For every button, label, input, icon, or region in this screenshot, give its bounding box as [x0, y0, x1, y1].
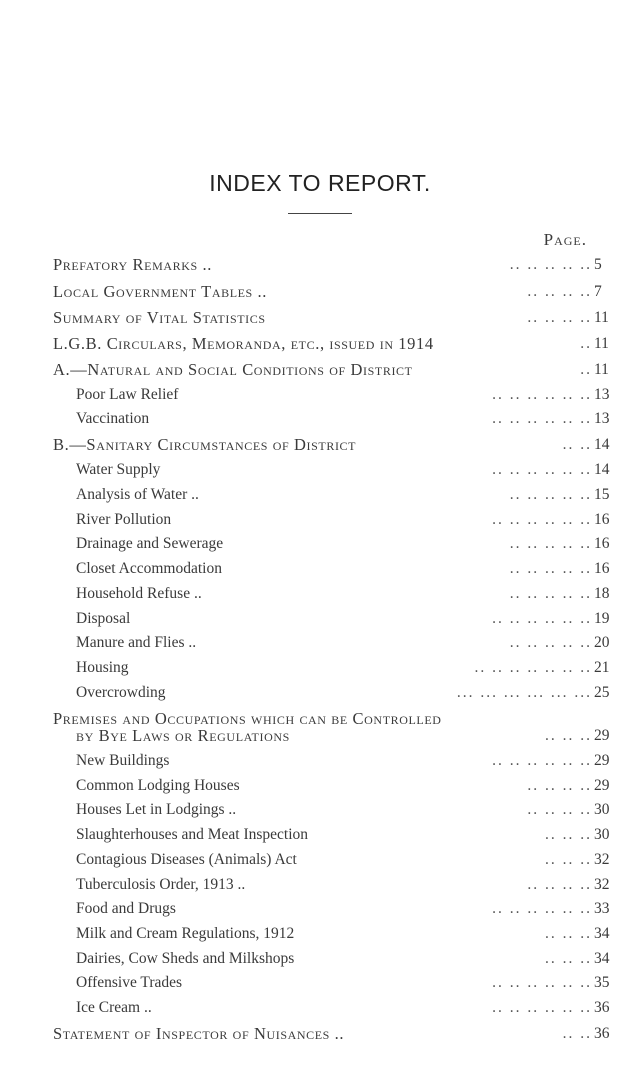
entry-label: Closet Accommodation	[76, 560, 222, 577]
leader-dots: .. .. ..	[545, 851, 592, 868]
entry-page: 11	[594, 361, 609, 378]
leader-dots: .. .. .. ..	[527, 777, 592, 794]
index-entry	[0, 384, 640, 406]
leader-dots: ... ... ... ... ... ...	[456, 684, 592, 701]
index-entry	[0, 558, 640, 580]
entry-label-continued: by Bye Laws or Regulations	[76, 726, 290, 745]
leader-dots: .. .. .. .. .. ..	[492, 461, 592, 478]
entry-label: Disposal	[76, 610, 131, 627]
entry-label: Statement of Inspector of Nuisances ..	[53, 1024, 345, 1043]
index-entry	[0, 972, 640, 994]
entry-page: 13	[594, 386, 610, 403]
entry-label: River Pollution	[76, 511, 172, 528]
entry-label: B.—Sanitary Circumstances of District	[53, 435, 357, 454]
entry-page: 34	[594, 925, 610, 942]
entry-page: 18	[594, 585, 610, 602]
entry-label: Offensive Trades	[76, 974, 183, 991]
index-entry	[0, 923, 640, 945]
index-entry	[0, 824, 640, 846]
entry-page: 14	[594, 436, 610, 453]
leader-dots: .. .. .. .. .. ..	[492, 974, 592, 991]
entry-label: Vaccination	[76, 410, 150, 427]
leader-dots: .. .. .. ..	[527, 309, 592, 326]
index-entry	[0, 333, 640, 355]
leader-dots: .. ..	[562, 1025, 592, 1042]
leader-dots: .. .. .. ..	[527, 801, 592, 818]
index-entry	[0, 657, 640, 679]
leader-dots: .. .. .. .. ..	[509, 535, 592, 552]
entry-page: 35	[594, 974, 610, 991]
index-entry	[0, 254, 640, 276]
entry-page: 36	[594, 999, 610, 1016]
leader-dots: .. .. .. .. ..	[509, 634, 592, 651]
leader-dots: .. .. .. .. .. .. ..	[474, 659, 592, 676]
entry-label: Poor Law Relief	[76, 386, 179, 403]
entry-page: 36	[594, 1025, 610, 1042]
entry-label: Drainage and Sewerage	[76, 535, 224, 552]
index-entry	[0, 874, 640, 896]
entry-page: 29	[594, 727, 610, 744]
entry-label: Premises and Occupations which can be Controlled	[53, 709, 442, 728]
entry-label: Summary of Vital Statistics	[53, 308, 266, 327]
entry-label: New Buildings	[76, 752, 170, 769]
index-entry	[0, 583, 640, 605]
index-entry	[0, 632, 640, 654]
entry-page: 29	[594, 777, 610, 794]
leader-dots: .. .. ..	[545, 950, 592, 967]
index-entry	[0, 775, 640, 797]
entry-label: Common Lodging Houses	[76, 777, 240, 794]
leader-dots: ..	[580, 361, 592, 378]
entry-page: 30	[594, 801, 610, 818]
entry-page: 5	[594, 256, 602, 273]
leader-dots: .. .. .. .. ..	[509, 256, 592, 273]
index-entry	[0, 682, 640, 704]
entry-label: Housing	[76, 659, 129, 676]
entry-page: 20	[594, 634, 610, 651]
entry-label: Prefatory Remarks ..	[53, 255, 212, 274]
index-entry	[0, 281, 640, 303]
index-entry	[0, 359, 640, 381]
entry-page: 19	[594, 610, 610, 627]
entry-label: Houses Let in Lodgings ..	[76, 801, 237, 818]
entry-page: 21	[594, 659, 610, 676]
index-entry	[0, 948, 640, 970]
title-rule	[288, 213, 352, 214]
index-entry	[0, 434, 640, 456]
leader-dots: .. .. .. .. ..	[509, 486, 592, 503]
entry-label: Dairies, Cow Sheds and Milkshops	[76, 950, 295, 967]
leader-dots: .. .. .. .. .. ..	[492, 999, 592, 1016]
leader-dots: .. .. ..	[545, 925, 592, 942]
entry-page: 15	[594, 486, 610, 503]
index-entry	[0, 799, 640, 821]
entry-label: Food and Drugs	[76, 900, 176, 917]
entry-label: Slaughterhouses and Meat Inspection	[76, 826, 309, 843]
entry-page: 16	[594, 535, 610, 552]
entry-page: 29	[594, 752, 610, 769]
leader-dots: .. .. .. ..	[527, 876, 592, 893]
entry-page: 11	[594, 335, 609, 352]
entry-label: Milk and Cream Regulations, 1912	[76, 925, 295, 942]
leader-dots: .. .. .. .. .. ..	[492, 752, 592, 769]
leader-dots: .. .. .. .. ..	[509, 560, 592, 577]
entry-page: 11	[594, 309, 609, 326]
entry-page: 32	[594, 851, 610, 868]
leader-dots: .. .. ..	[545, 727, 592, 744]
entry-label: L.G.B. Circulars, Memoranda, etc., issued in 1914	[53, 334, 434, 353]
page-title: INDEX TO REPORT.	[209, 170, 431, 196]
index-entry	[0, 533, 640, 555]
index-entry	[0, 997, 640, 1019]
index-entry	[0, 1023, 640, 1045]
index-entry	[0, 849, 640, 871]
entry-page: 16	[594, 511, 610, 528]
entry-page: 32	[594, 876, 610, 893]
entry-page: 13	[594, 410, 610, 427]
leader-dots: .. ..	[562, 436, 592, 453]
index-entry	[0, 708, 640, 748]
entry-label: Local Government Tables ..	[53, 282, 267, 301]
entry-label: Contagious Diseases (Animals) Act	[76, 851, 297, 868]
leader-dots: .. .. .. .. .. ..	[492, 410, 592, 427]
entry-label: Water Supply	[76, 461, 161, 478]
entry-page: 16	[594, 560, 610, 577]
entry-page: 25	[594, 684, 610, 701]
page-column-header: Page.	[543, 230, 587, 249]
leader-dots: .. .. .. .. .. ..	[492, 900, 592, 917]
leader-dots: ..	[580, 335, 592, 352]
entry-label: Manure and Flies ..	[76, 634, 197, 651]
leader-dots: .. .. ..	[545, 826, 592, 843]
entry-page: 34	[594, 950, 610, 967]
index-entry	[0, 509, 640, 531]
entry-page: 14	[594, 461, 610, 478]
index-entry	[0, 307, 640, 329]
entry-label: Tuberculosis Order, 1913 ..	[76, 876, 246, 893]
entry-page: 7	[594, 283, 602, 300]
index-entry	[0, 608, 640, 630]
entry-label: Analysis of Water ..	[76, 486, 199, 503]
entry-label: Household Refuse ..	[76, 585, 202, 602]
index-entry	[0, 459, 640, 481]
leader-dots: .. .. .. .. .. ..	[492, 610, 592, 627]
entry-page: 33	[594, 900, 610, 917]
index-entry	[0, 750, 640, 772]
entry-label: A.—Natural and Social Conditions of District	[53, 360, 413, 379]
entry-label: Ice Cream ..	[76, 999, 152, 1016]
leader-dots: .. .. .. .. .. ..	[492, 511, 592, 528]
leader-dots: .. .. .. .. ..	[509, 585, 592, 602]
leader-dots: .. .. .. ..	[527, 283, 592, 300]
entry-label: Overcrowding	[76, 684, 166, 701]
entry-page: 30	[594, 826, 610, 843]
index-entry	[0, 484, 640, 506]
leader-dots: .. .. .. .. .. ..	[492, 386, 592, 403]
index-entry	[0, 408, 640, 430]
index-entry	[0, 898, 640, 920]
